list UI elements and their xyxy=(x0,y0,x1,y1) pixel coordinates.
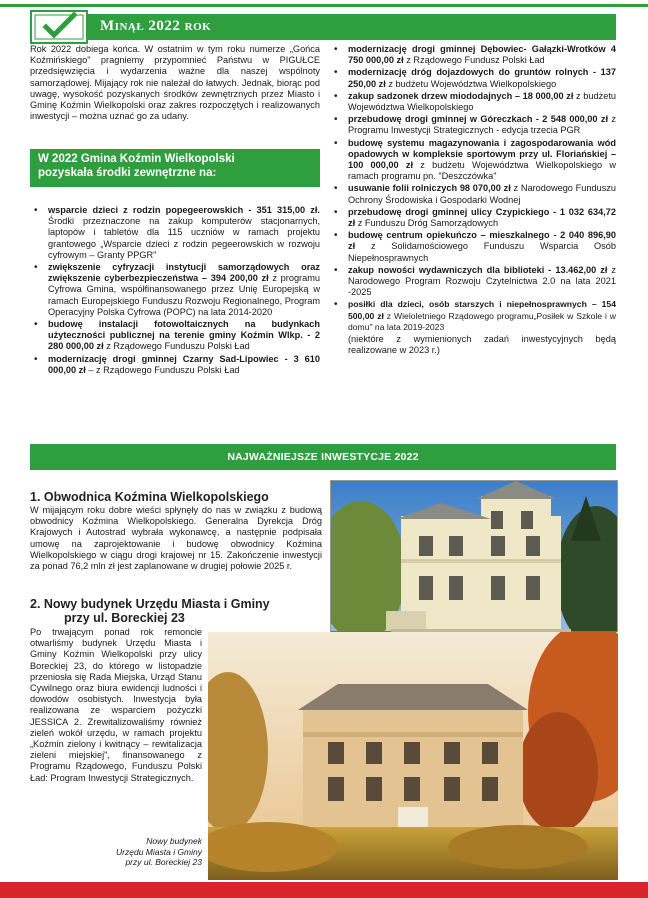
list-item xyxy=(330,265,616,299)
item-bold: budowę systemu magazynowania i zagospodarowania wód opadowych w kompleksie sportowym przy ul. Floriańskiej – 100 000,00 zł xyxy=(348,137,616,171)
item-bold: modernizację dróg dojazdowych do gruntów rolnych - 137 250,00 zł xyxy=(348,67,616,89)
item-bold: usuwanie folii rolniczych 98 070,00 zł xyxy=(348,183,511,194)
page-title: Minął 2022 rok xyxy=(100,18,212,34)
item-bold: budowę instalacji fotowoltaicznych na budynkach użyteczności publicznej na terenie gminy Koźmin Wlkp. - 2 280 000,00 zł xyxy=(48,319,320,352)
bullet-icon: • xyxy=(34,205,38,216)
item-text: z Programu Inwestycji Strategicznych - edycja trzecia PGR xyxy=(348,114,616,136)
item-text: z Rządowego Funduszu Polski Ład xyxy=(103,341,250,352)
list-item xyxy=(30,319,320,353)
funding-heading xyxy=(30,149,320,187)
bullet-icon: • xyxy=(334,230,338,242)
photo-caption xyxy=(110,836,202,868)
funding-heading-line1: W 2022 Gmina Koźmin Wielkopolski xyxy=(38,153,235,165)
bullet-icon: • xyxy=(34,353,38,365)
bullet-icon: • xyxy=(334,67,338,79)
section1-heading: 1. Obwodnica Koźmina Wielkopolskiego xyxy=(30,490,269,504)
caption-line1: Nowy budynek xyxy=(146,836,202,846)
section-band: NAJWAŻNIEJSZE INWESTYCJE 2022 xyxy=(30,444,616,470)
item-bold: posiłki dla dzieci, osób starszych i niepełnosprawnych – 154 500,00 zł xyxy=(348,299,616,321)
item-bold: modernizację drogi gminnej Czarny Sad-Lipowiec - 3 610 000,00 zł xyxy=(48,353,320,375)
town-hall-photo xyxy=(208,632,618,880)
checkmark-icon xyxy=(30,10,88,44)
caption-line2: Urzędu Miasta i Gminy xyxy=(116,846,202,857)
item-text: z Narodowego Funduszu Ochrony Środowiska i Gospodarki Wodnej xyxy=(348,183,616,205)
bullet-icon: • xyxy=(334,44,338,55)
item-text: z Solidamościowego Funduszu Wsparcia Osób Niepełnosprawnych xyxy=(348,241,616,263)
list-item xyxy=(330,67,616,89)
item-bold: zwiększenie cyfryzacji instytucji samorządowych oraz zwiększenie cyberbezpieczeństwa – 394 200,00 zł xyxy=(48,262,320,284)
list-item xyxy=(330,138,616,183)
caption-line3: przy ul. Boreckiej 23 xyxy=(125,857,202,867)
item-bold: przebudowę drogi gminnej ulicy Czypickiego - 1 032 634,72 zł xyxy=(348,206,616,229)
item-text: z budżetu Województwa Wielkopolskiego xyxy=(348,90,616,113)
bullet-icon: • xyxy=(334,114,338,126)
list-item xyxy=(330,91,616,113)
item-bold: budowę centrum opiekuńczo – mieszkalnego - 2 040 896,90 zł xyxy=(348,230,616,252)
list-item xyxy=(30,354,320,376)
funding-heading-line2: pozyskała środki zewnętrzne na: xyxy=(38,166,217,179)
bullet-icon: • xyxy=(334,90,338,102)
item-bold: modernizację drogi gminnej Dębowiec- Gałązki-Wrotków 4 750 000,00 zł xyxy=(348,44,616,66)
item-bold: przebudowę drogi gminnej w Góreczkach - 2 548 000,00 zł xyxy=(348,114,609,125)
right-funding-list xyxy=(330,44,616,357)
bullet-icon: • xyxy=(334,137,338,149)
item-bold: zakup nowości wydawniczych dla biblioteki - 13.462,00 zł xyxy=(348,264,608,275)
list-item xyxy=(330,230,616,264)
bullet-icon: • xyxy=(334,299,338,311)
bullet-icon: • xyxy=(334,264,338,276)
section1-text: W mijającym roku dobre wieści spłynęły do nas w związku z budową obwodnicy Koźmina Wielkopolskiego. Generalna Dyrekcja Dróg Krajowych i Autostrad wybrała wykonawcę, a następnie podpisała umowę na zaprojektowanie i budowę obwodnicy Koźmina Wielkopolskiego w ciągu drogi krajowej nr 15. Zakończenie inwestycji za ponad 76,2 mln zł jest zaplanowane w drugiej połowie 2025 r. xyxy=(30,505,322,572)
item-text: z Funduszu Dróg Samorządowych xyxy=(355,218,499,229)
bottom-bar xyxy=(0,882,648,898)
list-item xyxy=(330,44,616,66)
intro-paragraph: Rok 2022 dobiega końca. W ostatnim w tym roku numerze „Gońca Koźmińskiego" pragniemy przypomnieć Państwu w PIGUŁCE przedsięwzięcia i wydarzenia ważne dla naszej wspólnoty samorządowej. Mijający rok nie należał do łatwych. Jednak, biorąc pod uwagę, wysokość pozyskanych środków zewnętrznych przez Miasto i Gminę Koźmin Wielkopolski oraz zakres rozpoczętych i realizowanych inwestycji – można uznać go za udany. xyxy=(30,44,320,122)
list-item xyxy=(330,183,616,205)
item-bold: zakup sadzonek drzew miododajnych – 18 000,00 zł xyxy=(348,90,574,101)
item-text: – z Rządowego Funduszu Polski Ład xyxy=(85,364,240,375)
item-text: z budżetu Województwa Wielkopolskiego w ramach programu pn. "Deszczówka" xyxy=(348,160,616,182)
bullet-icon: • xyxy=(334,183,338,195)
section2-text: Po trwającym ponad rok remoncie otwarliśmy budynek Urzędu Miasta i Gminy Koźmin Wielkopolski przy ulicy Boreckiej 23, do którego w listopadzie przeniosła się Rada Miejska, Urząd Stanu Cywilnego oraz biura ewidencji ludności i dowodów osobistych. Inwestycja była realizowana ze wsparciem pożyczki JESSICA 2. Zrewitalizowaliśmy również zieleń wokół urzędu, w ramach projektu „Koźmin zielony i kwitnący – rewitalizacja zieleni miejskiej", finansowanego z Programu Rządowego, Funduszu Polski Ład: Program Inwestycji Strategicznych. xyxy=(30,627,202,783)
bullet-icon: • xyxy=(34,262,38,274)
item-text: z Wieloletniego Rządowego programu„Posiłek w Szkole i w domu" na lata 2019-2023 xyxy=(348,310,616,332)
list-item xyxy=(30,262,320,318)
item-text: z Narodowego Program Rozwoju Czytelnictwa 2.0 na lata 2021 -2025 xyxy=(348,264,616,298)
section2-heading-line1: 2. Nowy budynek Urzędu Miasta i Gminy xyxy=(30,597,270,611)
list-item xyxy=(330,299,616,333)
top-rule xyxy=(0,4,648,7)
list-item xyxy=(30,205,320,261)
list-item xyxy=(330,207,616,229)
section2-heading-line2: przy ul. Boreckiej 23 xyxy=(64,611,185,625)
left-funding-list xyxy=(30,205,320,377)
item-text: z Rządowego Fundusz Polski Ład xyxy=(403,55,545,66)
item-bold: wsparcie dzieci z rodzin popegeerowskich - 351 315,00 zł. xyxy=(48,205,320,215)
list-note: (niektóre z wymienionych zadań inwestycyjnych będą realizowane w 2023 r.) xyxy=(348,334,616,356)
section2-heading xyxy=(30,597,280,625)
item-text: z programu Cyfrowa Gmina, współfinansowanego przez Unię Europejską w ramach Europejskiego Funduszu Rozwoju Regionalnego, Program Operacyjny Polska Cyfrowa (POPC) na lata 2014-2020 xyxy=(48,273,320,317)
list-item xyxy=(330,114,616,136)
bullet-icon: • xyxy=(334,206,338,218)
item-text: z budżetu Województwa Wielkopolskiego xyxy=(385,78,557,89)
bullet-icon: • xyxy=(34,319,38,331)
item-text: Środki przeznaczone na zakup komputerów stacjonarnych, laptopów i tabletów dla 115 uczniów w ramach projektu grantowego „Wsparcie dzieci z rodzin pegeerowskich w rozwoju cyfrowym – Granty PPGR" xyxy=(48,216,320,260)
